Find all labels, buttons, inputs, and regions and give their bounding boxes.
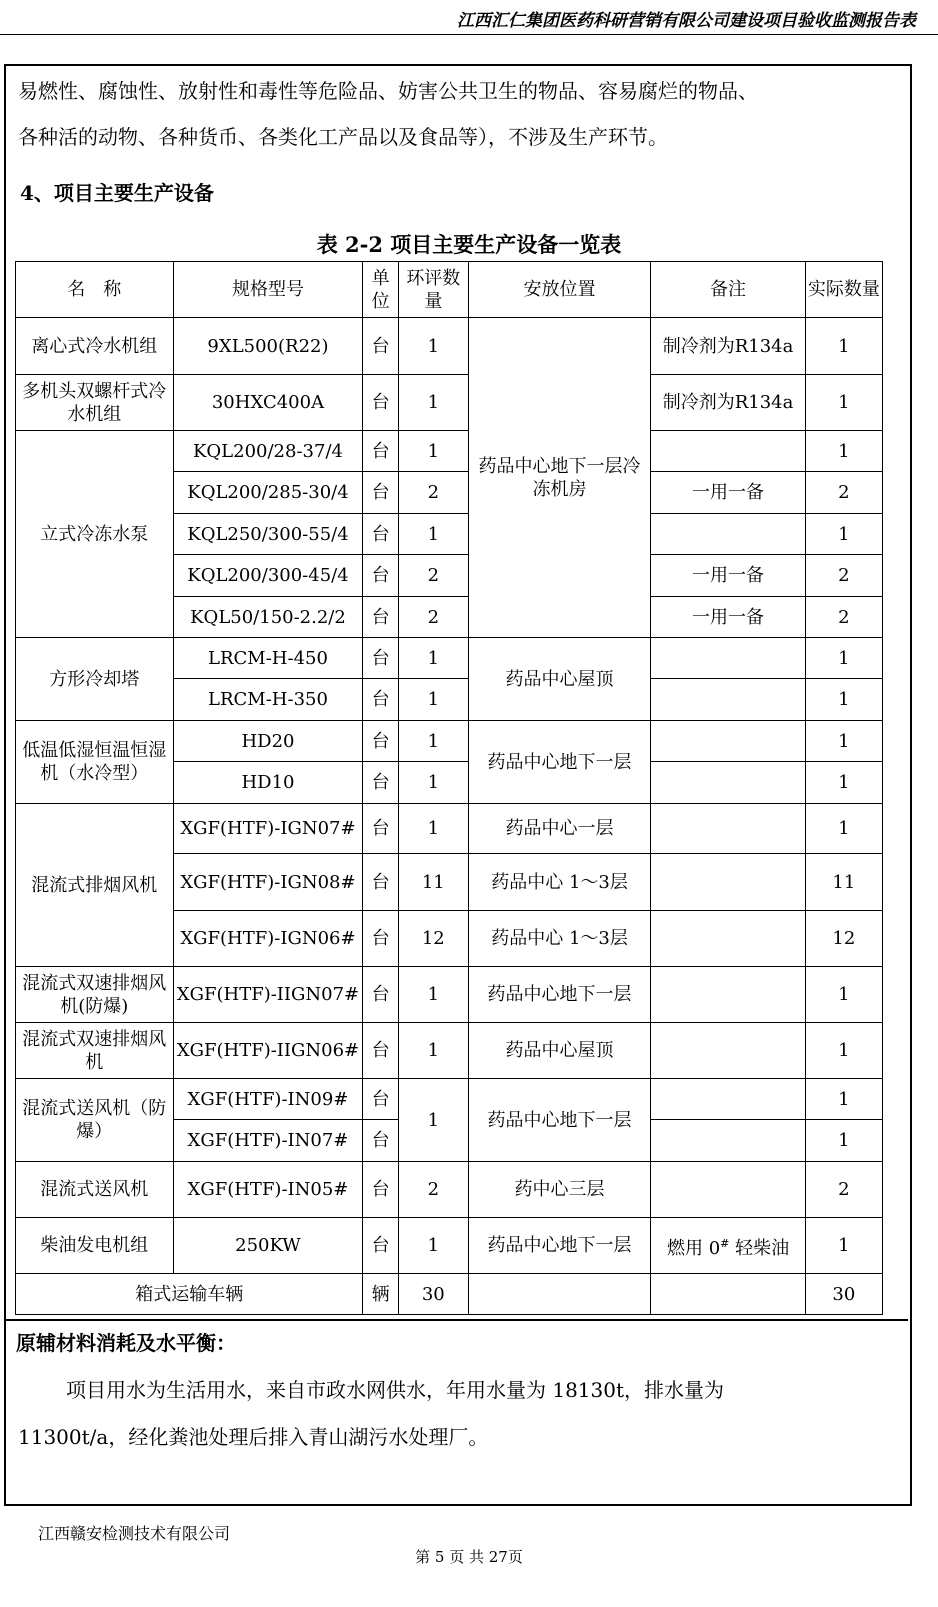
cell-model: KQL200/28-37/4 <box>173 431 363 472</box>
cell-name: 箱式运输车辆 <box>16 1274 363 1315</box>
cell-model: 250KW <box>173 1218 363 1274</box>
cell-model: XGF(HTF)-IN07# <box>173 1120 363 1162</box>
cell-eia: 1 <box>398 638 468 679</box>
cell-actual: 1 <box>805 967 882 1023</box>
cell-actual: 1 <box>805 1120 882 1162</box>
cell-name: 多机头双螺杆式冷水机组 <box>16 375 174 431</box>
cell-note: 制冷剂为R134a <box>651 375 805 431</box>
table-row <box>16 721 883 762</box>
cell-unit: 台 <box>363 514 398 555</box>
cell-actual: 1 <box>805 1023 882 1079</box>
table-row <box>16 638 883 679</box>
cell-name: 混流式双速排烟风机(防爆) <box>16 967 174 1023</box>
cell-name: 低温低湿恒温恒湿机（水冷型） <box>16 721 174 804</box>
header-unit: 单位 <box>363 262 398 318</box>
cell-model: XGF(HTF)-IN09# <box>173 1079 363 1120</box>
cell-unit: 台 <box>363 431 398 472</box>
cell-location: 药品中心一层 <box>468 804 651 854</box>
table-row <box>16 1274 883 1315</box>
cell-note <box>651 911 805 967</box>
cell-model: KQL50/150-2.2/2 <box>173 597 363 638</box>
cell-unit: 台 <box>363 1023 398 1079</box>
note-text-a: 燃用 0 <box>666 1237 721 1259</box>
cell-name: 混流式送风机 <box>16 1162 174 1218</box>
cell-actual: 1 <box>805 679 882 721</box>
cell-unit: 台 <box>363 1162 398 1218</box>
cell-eia: 12 <box>398 911 468 967</box>
intro-line-1: 易燃性、腐蚀性、放射性和毒性等危险品、妨害公共卫生的物品、容易腐烂的物品、 <box>18 79 758 103</box>
cell-actual: 1 <box>805 1218 882 1274</box>
cell-note <box>651 967 805 1023</box>
equipment-table <box>15 261 883 1315</box>
cell-model: XGF(HTF)-IGN08# <box>173 854 363 911</box>
table-row <box>16 1162 883 1218</box>
cell-model: XGF(HTF)-IIGN07# <box>173 967 363 1023</box>
cell-unit: 台 <box>363 721 398 762</box>
cell-eia: 2 <box>398 1162 468 1218</box>
cell-note <box>651 1162 805 1218</box>
cell-name: 混流式送风机（防爆） <box>16 1079 174 1162</box>
cell-location: 药品中心屋顶 <box>468 638 651 721</box>
cell-model: XGF(HTF)-IN05# <box>173 1162 363 1218</box>
cell-actual: 2 <box>805 1162 882 1218</box>
cell-model: HD10 <box>173 762 363 804</box>
cell-location: 药品中心地下一层冷冻机房 <box>468 318 651 638</box>
cell-location: 药品中心地下一层 <box>468 1079 651 1162</box>
cell-eia: 1 <box>398 679 468 721</box>
cell-model: KQL200/285-30/4 <box>173 472 363 514</box>
cell-unit: 台 <box>363 911 398 967</box>
cell-note <box>651 679 805 721</box>
cell-actual: 1 <box>805 721 882 762</box>
cell-unit: 辆 <box>363 1274 398 1315</box>
cell-actual: 1 <box>805 431 882 472</box>
cell-actual: 1 <box>805 762 882 804</box>
cell-note <box>651 1218 805 1274</box>
cell-actual: 1 <box>805 375 882 431</box>
cell-unit: 台 <box>363 1079 398 1120</box>
cell-eia: 1 <box>398 514 468 555</box>
header-actual-qty: 实际数量 <box>805 262 882 318</box>
note-text-b: 轻柴油 <box>729 1237 790 1259</box>
cell-unit: 台 <box>363 679 398 721</box>
cell-actual: 11 <box>805 854 882 911</box>
cell-location: 药中心三层 <box>468 1162 651 1218</box>
footer-company: 江西赣安检测技术有限公司 <box>38 1524 231 1543</box>
table-row <box>16 1218 883 1274</box>
cell-unit: 台 <box>363 1120 398 1162</box>
cell-note: 一用一备 <box>651 597 805 638</box>
cell-actual: 1 <box>805 1079 882 1120</box>
cell-note <box>651 431 805 472</box>
cell-location: 药品中心地下一层 <box>468 967 651 1023</box>
cell-actual: 2 <box>805 555 882 597</box>
cell-note: 一用一备 <box>651 472 805 514</box>
cell-eia: 1 <box>398 762 468 804</box>
cell-location: 药品中心 1～3层 <box>468 854 651 911</box>
cell-eia: 1 <box>398 1218 468 1274</box>
cell-actual: 12 <box>805 911 882 967</box>
cell-note <box>651 762 805 804</box>
cell-actual: 1 <box>805 514 882 555</box>
table-row <box>16 318 883 375</box>
cell-eia: 1 <box>398 318 468 375</box>
cell-model: 30HXC400A <box>173 375 363 431</box>
header-location: 安放位置 <box>468 262 651 318</box>
cell-unit: 台 <box>363 638 398 679</box>
cell-eia: 1 <box>398 431 468 472</box>
cell-location: 药品中心屋顶 <box>468 1023 651 1079</box>
cell-unit: 台 <box>363 967 398 1023</box>
cell-unit: 台 <box>363 375 398 431</box>
table-row <box>16 967 883 1023</box>
header-eia-qty: 环评数量 <box>398 262 468 318</box>
header-name: 名 称 <box>16 262 174 318</box>
cell-unit: 台 <box>363 318 398 375</box>
cell-name: 柴油发电机组 <box>16 1218 174 1274</box>
cell-note <box>651 854 805 911</box>
cell-unit: 台 <box>363 472 398 514</box>
cell-eia: 2 <box>398 597 468 638</box>
cell-eia: 1 <box>398 1079 468 1162</box>
materials-line-2: 11300t/a，经化粪池处理后排入青山湖污水处理厂。 <box>18 1425 489 1449</box>
cell-model: XGF(HTF)-IGN07# <box>173 804 363 854</box>
cell-name: 离心式冷水机组 <box>16 318 174 375</box>
cell-name: 混流式双速排烟风机 <box>16 1023 174 1079</box>
cell-actual: 1 <box>805 804 882 854</box>
cell-unit: 台 <box>363 762 398 804</box>
cell-eia: 1 <box>398 967 468 1023</box>
cell-location: 药品中心 1～3层 <box>468 911 651 967</box>
table-header-row <box>16 262 883 318</box>
intro-line-2: 各种活的动物、各种货币、各类化工产品以及食品等），不涉及生产环节。 <box>18 125 668 149</box>
cell-model: LRCM-H-450 <box>173 638 363 679</box>
cell-note <box>651 804 805 854</box>
cell-note <box>651 1023 805 1079</box>
cell-eia: 1 <box>398 721 468 762</box>
section-4-title: 4、项目主要生产设备 <box>20 181 214 205</box>
cell-note <box>651 638 805 679</box>
cell-location: 药品中心地下一层 <box>468 721 651 804</box>
cell-eia: 2 <box>398 555 468 597</box>
cell-note <box>651 1079 805 1120</box>
cell-location: 药品中心地下一层 <box>468 1218 651 1274</box>
cell-name: 混流式排烟风机 <box>16 804 174 967</box>
cell-model: KQL250/300-55/4 <box>173 514 363 555</box>
footer-page-number: 第 5 页 共 27页 <box>415 1548 523 1566</box>
materials-divider <box>4 1319 908 1321</box>
cell-model: KQL200/300-45/4 <box>173 555 363 597</box>
cell-eia: 1 <box>398 804 468 854</box>
note-superscript: # <box>720 1236 730 1250</box>
cell-note <box>651 514 805 555</box>
table-row <box>16 431 883 472</box>
cell-unit: 台 <box>363 555 398 597</box>
report-header-title: 江西汇仁集团医药科研营销有限公司建设项目验收监测报告表 <box>457 11 916 31</box>
cell-actual: 2 <box>805 597 882 638</box>
cell-name: 立式冷冻水泵 <box>16 431 174 638</box>
cell-model: 9XL500(R22) <box>173 318 363 375</box>
cell-note <box>651 721 805 762</box>
cell-unit: 台 <box>363 1218 398 1274</box>
cell-model: HD20 <box>173 721 363 762</box>
table-row <box>16 1023 883 1079</box>
header-note: 备注 <box>651 262 805 318</box>
cell-actual: 30 <box>805 1274 882 1315</box>
cell-eia: 1 <box>398 375 468 431</box>
cell-unit: 台 <box>363 597 398 638</box>
table-row <box>16 1079 883 1120</box>
table-row <box>16 804 883 854</box>
cell-model: XGF(HTF)-IGN06# <box>173 911 363 967</box>
cell-model: XGF(HTF)-IIGN06# <box>173 1023 363 1079</box>
table-row <box>16 375 883 431</box>
cell-unit: 台 <box>363 854 398 911</box>
cell-unit: 台 <box>363 804 398 854</box>
cell-eia: 11 <box>398 854 468 911</box>
cell-note: 制冷剂为R134a <box>651 318 805 375</box>
materials-title: 原辅材料消耗及水平衡： <box>16 1331 236 1355</box>
cell-note: 一用一备 <box>651 555 805 597</box>
cell-location <box>468 1274 651 1315</box>
cell-actual: 1 <box>805 638 882 679</box>
cell-name: 方形冷却塔 <box>16 638 174 721</box>
materials-line-1: 项目用水为生活用水，来自市政水网供水，年用水量为 18130t，排水量为 <box>66 1378 725 1402</box>
table-caption: 表 2-2 项目主要生产设备一览表 <box>316 232 622 257</box>
cell-actual: 2 <box>805 472 882 514</box>
cell-model: LRCM-H-350 <box>173 679 363 721</box>
cell-eia: 1 <box>398 1023 468 1079</box>
cell-note <box>651 1120 805 1162</box>
header-divider <box>0 34 938 35</box>
cell-note <box>651 1274 805 1315</box>
cell-actual: 1 <box>805 318 882 375</box>
cell-eia: 30 <box>398 1274 468 1315</box>
cell-eia: 2 <box>398 472 468 514</box>
header-model: 规格型号 <box>173 262 363 318</box>
